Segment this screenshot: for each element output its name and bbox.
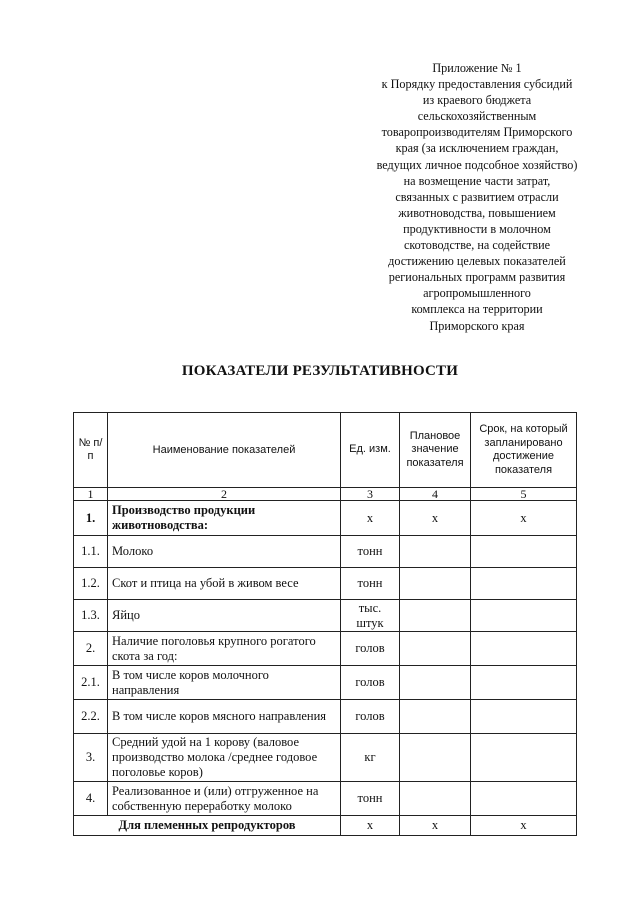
appendix-block <box>352 60 602 334</box>
row-plan <box>400 632 471 666</box>
row-term <box>471 734 577 782</box>
row-name: Молоко <box>108 536 341 568</box>
header-unit: Ед. изм. <box>341 413 400 488</box>
row-plan <box>400 568 471 600</box>
row-unit: голов <box>341 632 400 666</box>
row-name: Наличие поголовья крупного рогатого скота за год: <box>108 632 341 666</box>
row-plan <box>400 700 471 734</box>
appendix-line: скотоводстве, на содействие <box>403 238 551 253</box>
appendix-line: сельскохозяйственным <box>417 109 537 124</box>
page-title: ПОКАЗАТЕЛИ РЕЗУЛЬТАТИВНОСТИ <box>181 363 459 379</box>
table-header-row <box>74 413 577 488</box>
appendix-line: достижению целевых показателей <box>388 254 566 269</box>
row-name: Средний удой на 1 корову (валовое производство молока /среднее годовое поголовье коров) <box>108 734 341 782</box>
header-name: Наименование показателей <box>108 413 341 488</box>
table-row <box>74 600 577 632</box>
row-plan <box>400 734 471 782</box>
table-row <box>74 536 577 568</box>
table-row <box>74 666 577 700</box>
row-plan <box>400 536 471 568</box>
row-num: 2.1. <box>74 666 108 700</box>
appendix-line: к Порядку предоставления субсидий <box>381 77 573 92</box>
appendix-line: агропромышленного <box>423 286 531 301</box>
row-term <box>471 782 577 816</box>
row-unit: тонн <box>341 782 400 816</box>
table-row <box>74 816 577 836</box>
appendix-line: ведущих личное подсобное хозяйство) <box>376 157 578 172</box>
row-plan: х <box>400 816 471 836</box>
row-plan <box>400 600 471 632</box>
table-row <box>74 501 577 536</box>
table-row <box>74 568 577 600</box>
appendix-line: на возмещение части затрат, <box>403 173 551 188</box>
row-unit: тыс. штук <box>341 600 400 632</box>
header-term: Срок, на который запланировано достижение показателя <box>471 413 577 488</box>
row-name: Скот и птица на убой в живом весе <box>108 568 341 600</box>
appendix-line: товаропроизводителям Приморского <box>381 125 573 140</box>
appendix-line: края (за исключением граждан, <box>395 141 559 156</box>
table-row <box>74 700 577 734</box>
column-numbers-row <box>74 488 577 501</box>
appendix-line: Приморского края <box>429 318 525 333</box>
appendix-line: региональных программ развития <box>388 270 566 285</box>
header-num: № п/п <box>74 413 108 488</box>
table-row <box>74 782 577 816</box>
table-row <box>74 734 577 782</box>
row-term <box>471 632 577 666</box>
row-num: 4. <box>74 782 108 816</box>
column-number: 1 <box>74 488 108 501</box>
column-number: 5 <box>471 488 577 501</box>
row-unit: тонн <box>341 536 400 568</box>
appendix-line: продуктивности в молочном <box>403 221 551 236</box>
row-plan <box>400 782 471 816</box>
column-number: 4 <box>400 488 471 501</box>
row-unit: х <box>341 501 400 536</box>
row-num: 1.2. <box>74 568 108 600</box>
row-num: 1. <box>74 501 108 536</box>
row-unit: тонн <box>341 568 400 600</box>
row-term <box>471 666 577 700</box>
row-unit: голов <box>341 700 400 734</box>
row-term <box>471 600 577 632</box>
row-num: 3. <box>74 734 108 782</box>
header-plan: Плановое значение показателя <box>400 413 471 488</box>
row-term <box>471 536 577 568</box>
row-plan: х <box>400 501 471 536</box>
appendix-line: Приложение № 1 <box>432 61 522 75</box>
row-unit: голов <box>341 666 400 700</box>
row-name: Для племенных репродукторов <box>74 816 341 836</box>
row-name: В том числе коров мясного направления <box>108 700 341 734</box>
row-num: 1.1. <box>74 536 108 568</box>
row-name: В том числе коров молочного направления <box>108 666 341 700</box>
appendix-line: из краевого бюджета <box>422 93 532 108</box>
column-number: 3 <box>341 488 400 501</box>
row-plan <box>400 666 471 700</box>
row-num: 2. <box>74 632 108 666</box>
row-num: 2.2. <box>74 700 108 734</box>
appendix-line: связанных с развитием отрасли <box>395 189 559 204</box>
row-name: Производство продукции животноводства: <box>108 501 341 536</box>
row-term <box>471 568 577 600</box>
appendix-line: комплекса на территории <box>411 302 543 317</box>
row-name: Реализованное и (или) отгруженное на собственную переработку молоко <box>108 782 341 816</box>
appendix-line: животноводства, повышением <box>398 205 556 220</box>
row-unit: кг <box>341 734 400 782</box>
row-unit: х <box>341 816 400 836</box>
row-term: х <box>471 816 577 836</box>
indicators-table <box>73 412 577 836</box>
row-num: 1.3. <box>74 600 108 632</box>
row-term: х <box>471 501 577 536</box>
row-term <box>471 700 577 734</box>
table-row <box>74 632 577 666</box>
column-number: 2 <box>108 488 341 501</box>
row-name: Яйцо <box>108 600 341 632</box>
